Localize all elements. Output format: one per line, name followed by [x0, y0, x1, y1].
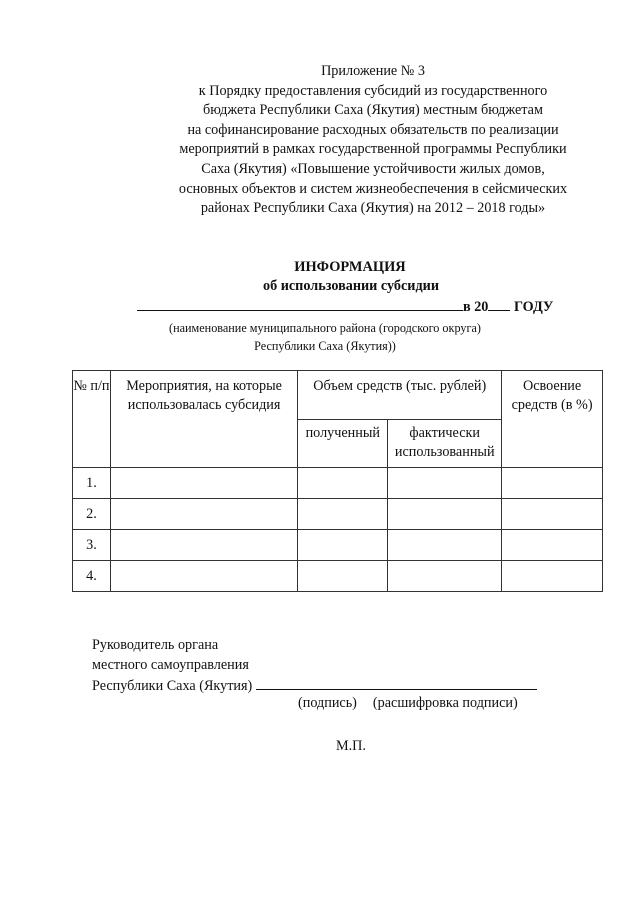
- cell-received: [298, 468, 388, 499]
- caption-signature: (подпись): [298, 695, 357, 711]
- municipality-caption-line: (наименование муниципального района (городского округа): [169, 321, 481, 335]
- cell-used: [388, 468, 502, 499]
- cell-development: [502, 561, 603, 592]
- signature-captions: [298, 693, 518, 713]
- cell-development: [502, 530, 603, 561]
- caption-decoding: (расшифровка подписи): [372, 695, 518, 711]
- row-number: 1.: [73, 468, 111, 499]
- year-line: [137, 296, 553, 317]
- header-received: полученный: [298, 420, 388, 468]
- cell-development: [502, 499, 603, 530]
- signature-org-label: Республики Саха (Якутия): [92, 678, 253, 694]
- appendix-line: бюджета Республики Саха (Якутия) местным бюджетам: [203, 102, 543, 119]
- table-row: [73, 499, 603, 530]
- municipality-caption: [0, 319, 640, 355]
- cell-event: [110, 499, 297, 530]
- cell-used: [388, 530, 502, 561]
- row-number: 4.: [73, 561, 111, 592]
- year-prefix: в 20: [463, 299, 489, 315]
- subsidy-table: [72, 370, 603, 592]
- header-event: Мероприятия, на которые использовалась субсидия: [110, 371, 297, 468]
- municipality-caption-line: Республики Саха (Якутия)): [254, 339, 396, 353]
- appendix-line: основных объектов и систем жизнеобеспечения в сейсмических: [178, 180, 568, 197]
- appendix-line: на софинансирование расходных обязательств по реализации: [187, 121, 559, 138]
- table-row: [73, 468, 603, 499]
- cell-used: [388, 561, 502, 592]
- cell-event: [110, 561, 297, 592]
- municipality-name-blank: [137, 296, 463, 311]
- cell-event: [110, 530, 297, 561]
- header-used: фактически использованный: [388, 420, 502, 468]
- document-subtitle: об использовании субсидии: [262, 278, 440, 294]
- signature-line-1: Руководитель органа: [92, 637, 219, 653]
- header-development: Освоение средств (в %): [502, 371, 603, 468]
- appendix-block: [150, 62, 596, 219]
- year-blank: [488, 296, 510, 311]
- cell-received: [298, 530, 388, 561]
- table-header-row: [73, 371, 603, 420]
- row-number: 3.: [73, 530, 111, 561]
- table-row: [73, 530, 603, 561]
- appendix-line: Саха (Якутия) «Повышение устойчивости жилых домов,: [201, 160, 545, 177]
- table-row: [73, 561, 603, 592]
- appendix-line: к Порядку предоставления субсидий из государственного: [198, 82, 548, 99]
- cell-event: [110, 468, 297, 499]
- row-number: 2.: [73, 499, 111, 530]
- document-title: ИНФОРМАЦИЯ: [294, 259, 406, 275]
- signature-block: [92, 635, 537, 696]
- header-num: № п/п: [73, 371, 111, 468]
- appendix-number: Приложение № 3: [321, 63, 425, 79]
- cell-received: [298, 499, 388, 530]
- signature-blank: [256, 675, 537, 690]
- cell-received: [298, 561, 388, 592]
- header-funds: Объем средств (тыс. рублей): [298, 371, 502, 420]
- appendix-line: мероприятий в рамках государственной программы Республики: [179, 141, 567, 158]
- cell-used: [388, 499, 502, 530]
- appendix-line: районах Республики Саха (Якутия) на 2012 – 2018 годы»: [200, 200, 546, 217]
- year-suffix: ГОДУ: [513, 299, 554, 315]
- signature-line-2: местного самоуправления: [92, 657, 249, 673]
- cell-development: [502, 468, 603, 499]
- stamp-place: М.П.: [336, 738, 366, 754]
